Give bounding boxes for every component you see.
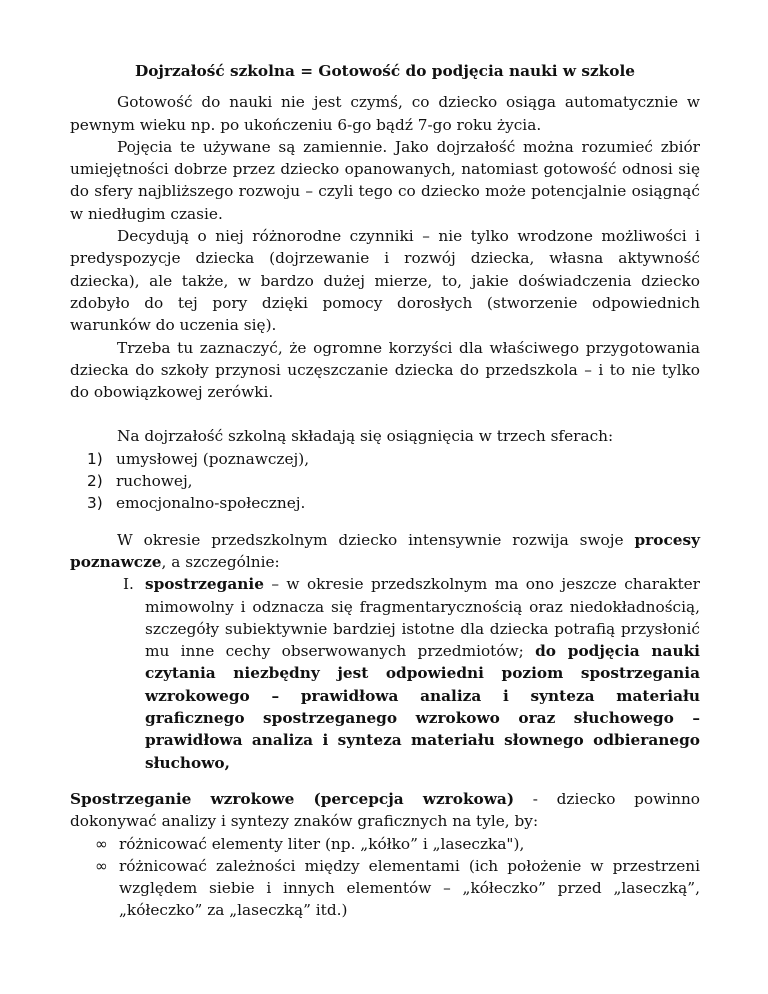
document-page [70, 60, 700, 922]
document-title: Dojrzałość szkolna = Gotowość do podjęcia nauki w szkole [134, 62, 636, 80]
visual-perception-list [70, 833, 700, 922]
cognitive-intro-bold: procesy poznawcze [70, 530, 700, 571]
list-item-text: emocjonalno-społecznej. [116, 494, 306, 513]
list-item-text: ruchowej, [116, 472, 193, 491]
spheres-intro: Na dojrzałość szkolną składają się osiągnięcia w trzech sferach: [117, 427, 614, 446]
visual-perception-heading: Spostrzeganie wzrokowe (percepcja wzrokowa) [70, 789, 515, 808]
paragraph-readiness: Gotowość do nauki nie jest czymś, co dziecko osiąga automatycznie w pewnym wieku np. po ukończeniu 6-go bądź 7-go roku życia. [70, 93, 700, 134]
cognitive-intro [70, 529, 700, 574]
perception-term: spostrzeganie [145, 575, 264, 594]
spacer [70, 774, 700, 788]
roman-numeral: I. [123, 575, 134, 594]
infinity-bullet-icon: ∞ [95, 856, 108, 875]
visual-perception-paragraph [70, 788, 700, 833]
cognitive-intro-end: , a szczególnie: [161, 552, 280, 571]
list-item [95, 855, 700, 922]
list-number: 2) [87, 472, 103, 491]
spacer [70, 403, 700, 425]
paragraph-terms: Pojęcia te używane są zamiennie. Jako dojrzałość można rozumieć zbiór umiejętności dobrze przez dziecko opanowanych, natomiast gotowość odnosi się do sfery najbliższego rozwoju – czyli tego co dziecko może potencjalnie osiągnąć w niedługim czasie. [70, 137, 700, 223]
perception-bold-tail: do podjęcia nauki czytania niezbędny jest odpowiedni poziom spostrzegania wzrokowego – prawidłowa analiza i synteza materiału graficznego spostrzeganego wzrokowo oraz słuchowego – prawidłowa analiza i synteza materiału słownego odbieranego słuchowo, [145, 642, 700, 772]
list-item [87, 492, 700, 514]
list-number: 1) [87, 449, 103, 468]
visual-perception-intro: - dziecko powinno dokonywać analizy i syntezy znaków graficznych na tyle, by: [70, 789, 701, 831]
infinity-bullet-icon: ∞ [95, 834, 108, 853]
spacer [70, 515, 700, 529]
list-item [87, 470, 700, 492]
cognitive-intro-start: W okresie przedszkolnym dziecko intensywnie rozwija swoje [117, 530, 635, 549]
list-number: 3) [87, 494, 103, 513]
perception-item [70, 573, 700, 774]
spheres-list [70, 448, 700, 515]
list-item-text: różnicować elementy liter (np. „kółko” i „laseczka"), [119, 834, 525, 853]
paragraph-preschool: Trzeba tu zaznaczyć, że ogromne korzyści dla właściwego przygotowania dziecka do szkoły przynosi uczęszczanie dziecka do przedszkola – i to nie tylko do obowiązkowej zerówki. [70, 338, 700, 402]
list-item [87, 448, 700, 470]
list-item-text: różnicować zależności między elementami (ich położenie w przestrzeni względem siebie i innych elementów – „kółeczko” przed „laseczką”, „kółeczko” za „laseczką” itd.) [119, 856, 700, 920]
list-item-text: umysłowej (poznawczej), [116, 449, 310, 468]
perception-text: – w okresie przedszkolnym ma ono jeszcze charakter mimowolny i odznacza się fragmentarycznością oraz niedokładnością, szczegóły subiektywnie bardziej istotne dla dziecka potrafią przysłonić mu inne cechy obserwowanych przedmiotów; [145, 575, 700, 661]
paragraph-factors: Decydują o niej różnorodne czynniki – nie tylko wrodzone możliwości i predyspozycje dziecka (dojrzewanie i rozwój dziecka, własna aktywność dziecka), ale także, w bardzo dużej mierze, to, jakie doświadczenia dziecko zdobyło do tej pory dzięki pomocy dorosłych (stworzenie odpowiednich warunków do uczenia się). [70, 227, 700, 335]
list-item [95, 833, 700, 855]
